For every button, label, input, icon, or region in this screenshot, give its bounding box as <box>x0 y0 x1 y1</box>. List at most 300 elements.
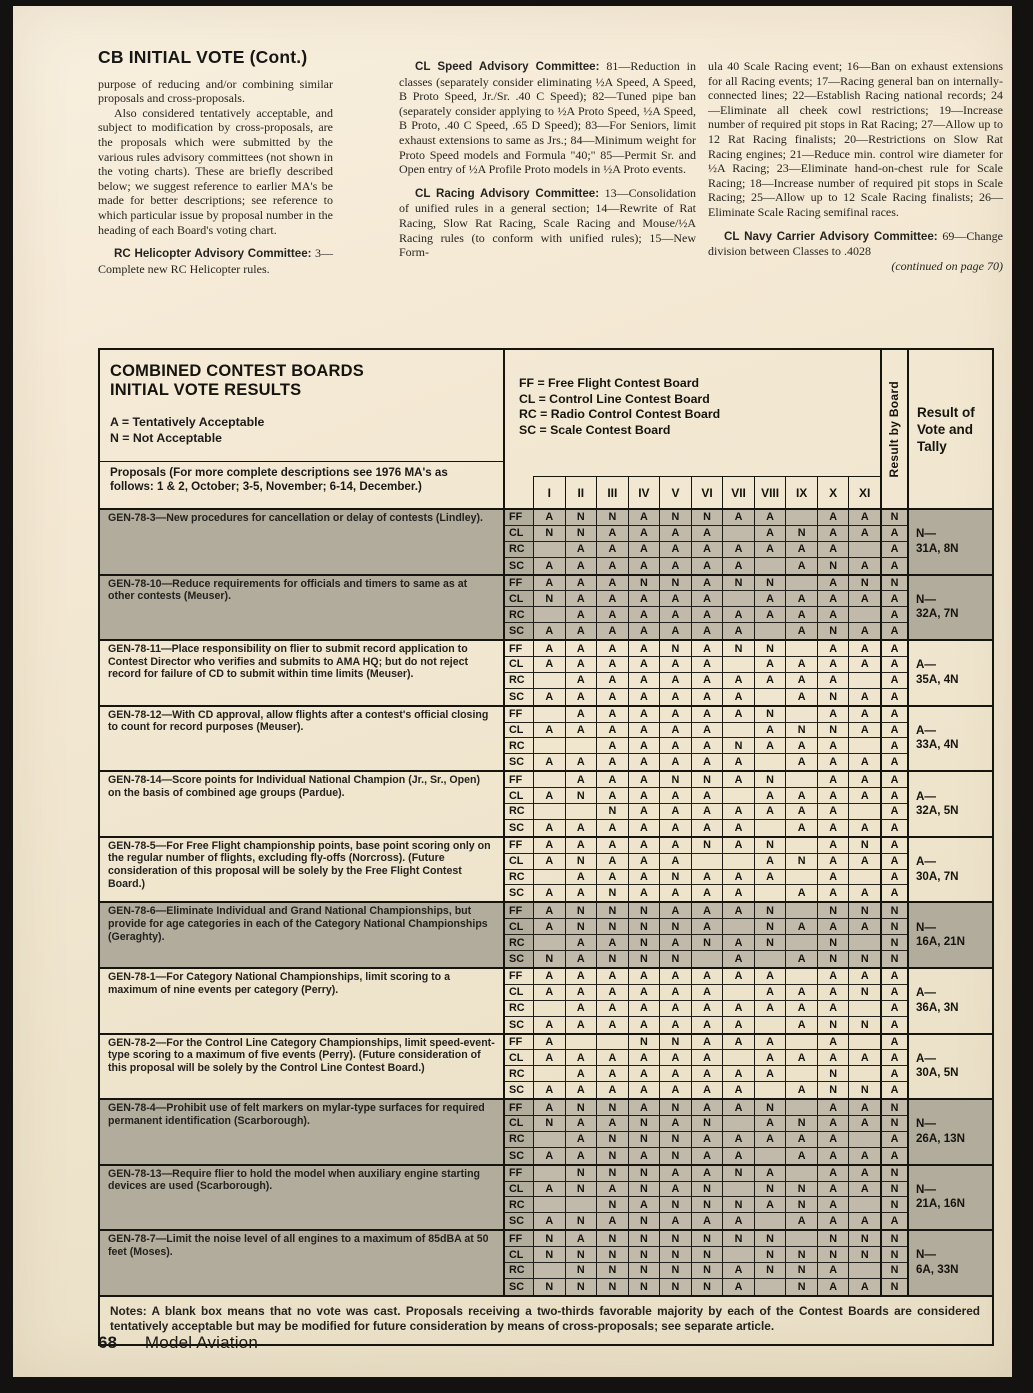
vote-cell: A <box>817 788 849 804</box>
vote-cell: A <box>722 673 754 689</box>
vote-cell: A <box>659 969 691 985</box>
vote-cell: A <box>565 985 597 1001</box>
vote-cell: A <box>596 772 628 788</box>
vote-cell <box>785 1166 817 1182</box>
vote-cell: A <box>754 1197 786 1213</box>
board-label: SC <box>509 1018 524 1031</box>
vote-cell: A <box>565 707 597 723</box>
board-label: SC <box>509 690 524 703</box>
vote-cell <box>754 689 786 705</box>
board-result-cell: A <box>880 1001 907 1017</box>
vote-cell: N <box>628 919 660 935</box>
paragraph: ula 40 Scale Racing event; 16—Ban on exhaust extensions for all Racing events; 17—Racing general ban on internally-connected lines; 22—Establish Racing national records; 24—Eliminate all cheek cowl restrictions; 19—Increase number of required pit stops in Rat Racing; 27—Allow up to 12 Rat Racing finalists; 20—Restrictions on Slow Rat Racing engines; 21—Reduce min. control wire diameter for ½A Racing; 23—Eliminate hand-on-chest rule for Scale Racing; 18—Increase number of required pit stops in Scale Racing; 25—Allow up to 12 Scale Racing finalists; 26—Eliminate Scale Racing semifinal races. <box>708 59 1003 219</box>
vote-cell: A <box>533 969 565 985</box>
vote-cell: A <box>817 607 849 623</box>
vote-cell: A <box>533 657 565 673</box>
vote-cell: A <box>659 623 691 639</box>
vote-cell: A <box>691 689 723 705</box>
vote-cell: A <box>565 576 597 592</box>
vote-cell: A <box>817 576 849 592</box>
vote-cell: A <box>848 820 880 836</box>
tally-result: N— <box>915 1182 936 1196</box>
board-result-cell: A <box>880 1132 907 1148</box>
vote-cell: A <box>722 870 754 886</box>
vote-cell: N <box>848 1082 880 1098</box>
tally-result: A— <box>915 855 936 869</box>
vote-cell: N <box>754 935 786 951</box>
proposal-group <box>100 574 992 640</box>
vote-cell: A <box>817 754 849 770</box>
page-footer <box>98 1333 258 1353</box>
vote-cell: A <box>722 754 754 770</box>
vote-cell: N <box>596 1132 628 1148</box>
board-label: SC <box>509 1280 524 1293</box>
vote-cell: A <box>628 641 660 657</box>
board-result-cell: N <box>880 903 907 919</box>
vote-cell <box>754 623 786 639</box>
vote-cell: A <box>628 969 660 985</box>
board-result-cell: A <box>880 542 907 558</box>
vote-cell: N <box>848 903 880 919</box>
vote-cell: N <box>659 1035 691 1051</box>
vote-cell: A <box>785 738 817 754</box>
vote-cell: N <box>659 919 691 935</box>
vote-cell: N <box>596 510 628 526</box>
vote-cell: N <box>628 1279 660 1295</box>
vote-cell: N <box>533 1116 565 1132</box>
vote-cell: N <box>691 1116 723 1132</box>
board-result-cell: A <box>880 641 907 657</box>
board-result-cell: N <box>880 576 907 592</box>
vote-cell: A <box>659 1066 691 1082</box>
article-column-2 <box>399 44 696 276</box>
vote-cell: N <box>754 576 786 592</box>
board-result-cell: A <box>880 689 907 705</box>
vote-cell: A <box>659 657 691 673</box>
vote-cell: A <box>628 754 660 770</box>
paragraph-text: 13—Consolidation of unified rules in a general section; 14—Rewrite of Rat Racing, Slow Rat Racing, Scale Racing and Mouse/½A Racing rules (to conform with unified rules); 15—New Form- <box>399 185 696 260</box>
vote-cell <box>785 707 817 723</box>
vote-cell: N <box>691 1197 723 1213</box>
vote-cell <box>533 1066 565 1082</box>
vote-cell: A <box>817 804 849 820</box>
vote-cell: A <box>785 1017 817 1033</box>
proposal-group <box>100 705 992 771</box>
vote-cell: A <box>628 510 660 526</box>
board-result-cell: A <box>880 838 907 854</box>
vote-cell: A <box>628 870 660 886</box>
vote-cell: A <box>754 854 786 870</box>
board-result-cell: N <box>880 1100 907 1116</box>
vote-cell <box>754 820 786 836</box>
vote-cell: A <box>785 1132 817 1148</box>
vote-cell <box>722 1247 754 1263</box>
vote-cell: A <box>754 657 786 673</box>
vote-cell: A <box>596 1050 628 1066</box>
vote-cell: A <box>848 591 880 607</box>
tally-result: A— <box>915 986 936 1000</box>
vote-cell: A <box>533 1082 565 1098</box>
board-label: SC <box>509 559 524 572</box>
vote-cell: A <box>817 772 849 788</box>
vote-cell: N <box>659 870 691 886</box>
vote-cell: N <box>565 1247 597 1263</box>
vote-cell: A <box>565 623 597 639</box>
vote-cell: A <box>722 1066 754 1082</box>
vote-cell: A <box>754 673 786 689</box>
vote-cell: A <box>848 510 880 526</box>
vote-cell: A <box>659 1182 691 1198</box>
tally-count: 30A, 5N <box>915 1066 959 1080</box>
vote-cell: A <box>659 854 691 870</box>
vote-cell <box>722 854 754 870</box>
committee-lead: CL Racing Advisory Committee: <box>415 186 600 200</box>
vote-cell: A <box>691 754 723 770</box>
vote-cell <box>785 838 817 854</box>
key-a: A = Tentatively Acceptable <box>110 415 265 429</box>
vote-cell: N <box>659 576 691 592</box>
tally-count: 21A, 16N <box>915 1197 965 1211</box>
tally-cell <box>907 1100 992 1164</box>
board-result-cell: A <box>880 1017 907 1033</box>
vote-cell: A <box>722 903 754 919</box>
tally-cell <box>907 510 992 574</box>
vote-cell: A <box>691 591 723 607</box>
paragraph-text: 81—Reduction in classes (separately consider eliminating ½A Speed, A Speed, B Proto Speed, Jr./Sr. .40 C Speed); 82—Tuned pipe ban (separately consider applying to ½A Proto Speed, ½A Speed, B Proto, .40 C Speed, .65 D Speed); 83—For Seniors, limit exhaust extensions to same as Jrs.; 84—Minimum weight for Proto Speed models and Formula "40;" 85—Permit Sr. and Open entry of ½A Profile Proto models in ½A Proto events. <box>399 59 696 177</box>
vote-cell: A <box>817 673 849 689</box>
proposal-group <box>100 1098 992 1164</box>
tally-cell <box>907 707 992 771</box>
vote-cell: N <box>785 1279 817 1295</box>
vote-cell: A <box>817 1001 849 1017</box>
proposals-label: Proposals <box>110 466 167 479</box>
vote-cell: A <box>785 1001 817 1017</box>
vote-cell: A <box>533 1017 565 1033</box>
vote-cell: N <box>565 854 597 870</box>
board-result-cell: A <box>880 804 907 820</box>
article <box>98 44 1003 276</box>
proposal-group <box>100 967 992 1033</box>
vote-cell: A <box>817 1100 849 1116</box>
vote-cell: N <box>754 1182 786 1198</box>
vote-cell: A <box>565 870 597 886</box>
vote-cell: A <box>628 1197 660 1213</box>
vote-cell: A <box>785 820 817 836</box>
vote-cell: N <box>754 1231 786 1247</box>
vote-cell: N <box>565 1100 597 1116</box>
vote-cell: A <box>817 919 849 935</box>
vote-cell: A <box>533 754 565 770</box>
vote-cell: A <box>628 689 660 705</box>
board-result-cell: N <box>880 1116 907 1132</box>
vote-cell: A <box>722 935 754 951</box>
proposal-description: GEN-78-10—Reduce requirements for officials and timers to same as at other contests (Meuser). <box>100 576 505 640</box>
vote-cell: A <box>785 558 817 574</box>
vote-cell: A <box>785 754 817 770</box>
board-label: SC <box>509 1084 524 1097</box>
proposal-group <box>100 1229 992 1295</box>
vote-cell: N <box>659 641 691 657</box>
vote-cell: A <box>722 1213 754 1229</box>
vote-cell: N <box>722 576 754 592</box>
vote-cell <box>785 969 817 985</box>
vote-cell: A <box>785 951 817 967</box>
vote-cell <box>785 641 817 657</box>
vote-cell: N <box>754 641 786 657</box>
vote-cell: A <box>596 1116 628 1132</box>
vote-cell <box>848 935 880 951</box>
vote-cell: N <box>785 526 817 542</box>
vote-cell: N <box>659 1197 691 1213</box>
vote-cell: N <box>691 1247 723 1263</box>
tally-count: 30A, 7N <box>915 869 959 883</box>
vote-cell: A <box>628 885 660 901</box>
vote-cell: A <box>596 607 628 623</box>
board-label: FF <box>505 1035 533 1051</box>
vote-cell: N <box>659 772 691 788</box>
board-result-cell: N <box>880 919 907 935</box>
vote-cell <box>722 723 754 739</box>
proposal-group <box>100 836 992 902</box>
vote-cell <box>848 673 880 689</box>
result-by-board-header <box>880 350 907 508</box>
vote-cell <box>533 542 565 558</box>
tally-count: 32A, 7N <box>915 607 959 621</box>
board-result-cell: A <box>880 870 907 886</box>
vote-cell: N <box>596 1279 628 1295</box>
vote-cell: A <box>565 969 597 985</box>
vote-cell: A <box>754 542 786 558</box>
tally-cell <box>907 576 992 640</box>
vote-cell: A <box>659 935 691 951</box>
vote-cell: A <box>596 738 628 754</box>
vote-cell: A <box>817 838 849 854</box>
vote-cell: A <box>565 1231 597 1247</box>
vote-cell: A <box>691 558 723 574</box>
vote-cell: A <box>596 558 628 574</box>
board-label: CL <box>505 591 533 607</box>
vote-cell: A <box>848 1100 880 1116</box>
vote-cell: A <box>533 985 565 1001</box>
vote-table-groups <box>100 508 992 1295</box>
vote-cell <box>722 1050 754 1066</box>
vote-cell <box>848 870 880 886</box>
vote-cell: A <box>722 1263 754 1279</box>
vote-cell: A <box>817 1213 849 1229</box>
vote-cell: N <box>754 772 786 788</box>
article-column-3 <box>708 44 1003 276</box>
board-label: SC <box>509 625 524 638</box>
vote-cell: A <box>533 919 565 935</box>
vote-cell: A <box>785 985 817 1001</box>
vote-cell: A <box>659 820 691 836</box>
board-label: FF <box>505 1231 533 1247</box>
vote-cell: N <box>754 1247 786 1263</box>
vote-cell: N <box>659 1231 691 1247</box>
vote-cell: A <box>533 1148 565 1164</box>
board-result-cell: A <box>880 591 907 607</box>
board-result-cell: N <box>880 510 907 526</box>
vote-cell: A <box>565 542 597 558</box>
vote-cell: N <box>785 1116 817 1132</box>
vote-cell: A <box>722 1132 754 1148</box>
vote-cell <box>533 772 565 788</box>
vote-cell: A <box>533 1035 565 1051</box>
result-of-vote-label: Result of Vote and Tally <box>916 404 975 454</box>
tally-result: N— <box>915 1248 936 1262</box>
vote-cell <box>785 576 817 592</box>
vote-cell: N <box>596 1166 628 1182</box>
vote-cell: A <box>565 838 597 854</box>
board-result-cell: A <box>880 1082 907 1098</box>
vote-cell <box>848 1066 880 1082</box>
vote-cell: A <box>659 985 691 1001</box>
board-result-cell: A <box>880 526 907 542</box>
vote-cell: A <box>596 1082 628 1098</box>
vote-cell: N <box>628 1166 660 1182</box>
vote-cell: N <box>817 689 849 705</box>
vote-cell <box>533 870 565 886</box>
vote-cell: A <box>754 1132 786 1148</box>
vote-cell <box>785 772 817 788</box>
board-result-cell: A <box>880 788 907 804</box>
vote-cell: N <box>596 903 628 919</box>
board-label: RC <box>505 1263 533 1279</box>
vote-cell: A <box>691 1100 723 1116</box>
vote-cell: A <box>565 1001 597 1017</box>
vote-cell <box>722 788 754 804</box>
vote-cell: A <box>691 870 723 886</box>
proposals-note-text: (For more complete descriptions see 1976 MA's as follows: 1 & 2, October; 3-5, November; 6-14, December.) <box>110 466 448 493</box>
vote-cell: A <box>691 673 723 689</box>
vote-table <box>98 348 994 1346</box>
vote-cell <box>533 935 565 951</box>
vote-cell: A <box>659 738 691 754</box>
vote-cell: A <box>596 985 628 1001</box>
vote-cell: N <box>754 1263 786 1279</box>
vote-cell: A <box>659 607 691 623</box>
vote-cell: A <box>817 870 849 886</box>
vote-cell: N <box>817 623 849 639</box>
vote-cell: A <box>659 838 691 854</box>
vote-cell: A <box>848 969 880 985</box>
vote-cell <box>754 1279 786 1295</box>
vote-cell: A <box>691 1213 723 1229</box>
vote-cell: A <box>659 1082 691 1098</box>
vote-cell: A <box>848 623 880 639</box>
footer-page-number: 68 <box>98 1333 117 1352</box>
board-label: CL <box>505 657 533 673</box>
vote-cell: A <box>596 854 628 870</box>
vote-cell: N <box>848 838 880 854</box>
column-header: III <box>596 476 628 508</box>
vote-cell <box>754 885 786 901</box>
vote-cell: N <box>722 641 754 657</box>
board-result-cell: A <box>880 1050 907 1066</box>
vote-cell: A <box>848 1148 880 1164</box>
board-result-cell: A <box>880 738 907 754</box>
table-title-line1: COMBINED CONTEST BOARDS <box>110 362 364 380</box>
board-result-cell: A <box>880 985 907 1001</box>
vote-cell: A <box>754 788 786 804</box>
board-result-cell: N <box>880 1247 907 1263</box>
vote-cell: A <box>691 1066 723 1082</box>
vote-cell: N <box>785 854 817 870</box>
vote-cell: A <box>659 788 691 804</box>
vote-cell: N <box>691 1263 723 1279</box>
board-label: FF <box>505 903 533 919</box>
vote-cell: A <box>785 1213 817 1229</box>
tally-count: 35A, 4N <box>915 672 959 686</box>
vote-cell: A <box>754 1066 786 1082</box>
paragraph: purpose of reducing and/or combining similar proposals and cross-proposals. <box>98 76 333 106</box>
vote-cell: A <box>691 657 723 673</box>
vote-cell <box>848 607 880 623</box>
vote-cell <box>533 707 565 723</box>
vote-cell: N <box>596 1197 628 1213</box>
board-result-cell: N <box>880 1197 907 1213</box>
vote-cell: A <box>848 885 880 901</box>
vote-cell: A <box>659 1001 691 1017</box>
board-result-cell: N <box>880 1166 907 1182</box>
vote-cell <box>754 558 786 574</box>
vote-cell: A <box>533 723 565 739</box>
board-label: FF <box>505 838 533 854</box>
vote-cell: A <box>754 985 786 1001</box>
vote-cell: N <box>817 1247 849 1263</box>
vote-cell: A <box>565 1017 597 1033</box>
proposal-description: GEN-78-4—Prohibit use of felt markers on mylar-type surfaces for required permanent identification (Scarborough). <box>100 1100 505 1164</box>
tally-result: A— <box>915 1051 936 1065</box>
vote-cell: A <box>848 1116 880 1132</box>
vote-cell: N <box>848 576 880 592</box>
proposal-group <box>100 901 992 967</box>
board-result-cell: A <box>880 969 907 985</box>
vote-cell: A <box>691 1148 723 1164</box>
vote-cell: A <box>848 723 880 739</box>
vote-cell: A <box>565 591 597 607</box>
board-label: CL <box>505 854 533 870</box>
vote-cell: N <box>785 1197 817 1213</box>
vote-cell: A <box>817 1132 849 1148</box>
vote-cell: A <box>691 542 723 558</box>
vote-cell: A <box>565 1066 597 1082</box>
vote-cell: N <box>722 1197 754 1213</box>
vote-cell <box>533 1001 565 1017</box>
vote-cell: A <box>754 510 786 526</box>
board-result-cell: A <box>880 820 907 836</box>
proposal-description: GEN-78-3—New procedures for cancellation or delay of contests (Lindley). <box>100 510 505 574</box>
vote-cell: N <box>565 526 597 542</box>
vote-cell: A <box>785 673 817 689</box>
vote-cell: N <box>754 1100 786 1116</box>
vote-cell: N <box>722 1166 754 1182</box>
vote-cell: A <box>659 689 691 705</box>
vote-cell: A <box>659 1116 691 1132</box>
vote-cell: A <box>596 935 628 951</box>
vote-cell: A <box>659 591 691 607</box>
board-label: CL <box>505 1050 533 1066</box>
vote-cell: A <box>565 885 597 901</box>
vote-cell: N <box>691 1182 723 1198</box>
vote-cell: N <box>596 951 628 967</box>
column-header: VI <box>691 476 723 508</box>
vote-cell <box>848 1035 880 1051</box>
vote-cell: A <box>848 558 880 574</box>
vote-cell <box>565 804 597 820</box>
table-notes: Notes: A blank box means that no vote was cast. Proposals receiving a two-thirds favorable majority by each of the Contest Boards are considered tentatively acceptable but may be modified for future consideration by means of cross-proposals; see separate article. <box>100 1295 992 1344</box>
board-result-cell: N <box>880 951 907 967</box>
